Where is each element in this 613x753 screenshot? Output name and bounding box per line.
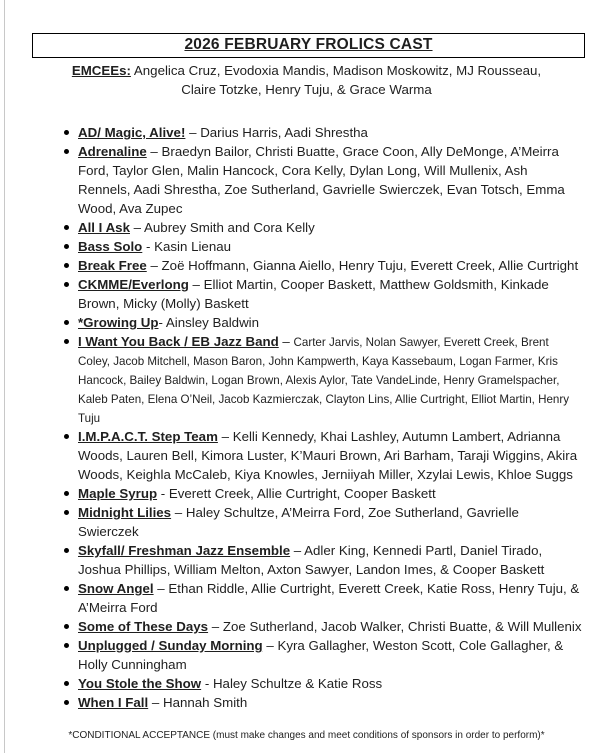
act-separator: – [153,581,169,596]
act-cast: Darius Harris, Aadi Shrestha [200,125,368,140]
act-cast: Haley Schultze, A’Meirra Ford, Zoe Sutherland, Gavrielle Swierczek [78,505,519,539]
act-title: All I Ask [78,220,130,235]
act-cast: Carter Jarvis, Nolan Sawyer, Everett Creek, Brent Coley, Jacob Mitchell, Mason Baron, John Kampwerth, Kaya Kassebaum, Logan Farmer, Kris Hancock, Bailey Baldwin, Logan Brown, Alexis Aylor, Tate VandeLinde, Henry Gramelspacher, Kaleb Paten, Elena O’Neil, Jacob Kazmierczak, Clayton Lins, Allie Curtright, Elliot Martin, Henry Tuju [78,336,570,425]
emcees-line-1 [0,61,613,80]
act-title: I.M.P.A.C.T. Step Team [78,429,218,444]
act-title: I Want You Back / EB Jazz Band [78,334,279,349]
act-cast: Braedyn Bailor, Christi Buatte, Grace Coon, Ally DeMonge, A’Meirra Ford, Taylor Glen, Malin Hancock, Cora Kelly, Dylan Long, Will Mullenix, Ash Rennels, Aadi Shrestha, Zoe Sutherland, Gavrielle Swierczek, Evan Totsch, Emma Wood, Ava Zupec [78,144,565,216]
act-cast: Hannah Smith [162,695,248,710]
cast-list-item [63,142,583,218]
cast-list-item [63,579,583,617]
cast-list-item [63,275,583,313]
act-title: Break Free [78,258,147,273]
act-separator: – [208,619,223,634]
act-separator: – [146,258,162,273]
act-separator: – [188,277,204,292]
act-cast: Haley Schultze & Katie Ross [212,676,383,691]
act-separator: – [185,125,201,140]
act-cast: Kasin Lienau [154,239,232,254]
cast-list-item [63,332,583,427]
act-title: CKMME/Everlong [78,277,189,292]
cast-list-item [63,503,583,541]
cast-list-item [63,237,583,256]
act-title: Bass Solo [78,239,143,254]
act-cast: Kelli Kennedy, Khai Lashley, Autumn Lambert, Adrianna Woods, Lauren Bell, Kimora Luster, K’Mauri Brown, Ari Barham, Taraji Wiggins, Akira Woods, Keighla McCaleb, Kiya Knowles, Jerniiyah Miller, Xzylai Lewis, Khloe Suggs [78,429,578,482]
footer-note: *CONDITIONAL ACCEPTANCE (must make changes and meet conditions of sponsors in order to perform)* [68,730,545,741]
act-separator: - [158,315,166,330]
act-separator: – [148,695,163,710]
act-cast: Zoe Sutherland, Jacob Walker, Christi Buatte, & Will Mullenix [222,619,582,634]
act-cast: Aubrey Smith and Cora Kelly [144,220,315,235]
act-cast: Zoë Hoffmann, Gianna Aiello, Henry Tuju, Everett Creek, Allie Curtright [161,258,579,273]
emcees-section [0,61,613,99]
act-separator: – [262,638,278,653]
cast-list [63,123,583,712]
act-cast: Adler King, Kennedi Partl, Daniel Tirado, Joshua Phillips, William Melton, Axton Sawyer, Landon Imes, & Cooper Baskett [78,543,545,577]
act-cast: Kyra Gallagher, Weston Scott, Cole Gallagher, & Holly Cunningham [78,638,564,672]
cast-list-item [63,636,583,674]
act-title: Unplugged / Sunday Morning [78,638,263,653]
page-edge-line [4,0,5,753]
act-separator: – [146,144,162,159]
cast-list-item [63,218,583,237]
page-title: 2026 FEBRUARY FROLICS CAST [184,36,433,53]
act-title: *Growing Up [78,315,159,330]
act-title: Skyfall/ Freshman Jazz Ensemble [78,543,291,558]
cast-list-item [63,693,583,712]
act-title: AD/ Magic, Alive! [78,125,186,140]
act-separator: – [217,429,233,444]
cast-list-item [63,256,583,275]
act-cast: Ethan Riddle, Allie Curtright, Everett Creek, Katie Ross, Henry Tuju, & A’Meirra Ford [78,581,580,615]
cast-list-item [63,484,583,503]
act-separator: – [278,334,294,349]
cast-list-item [63,313,583,332]
act-separator: - [157,486,169,501]
act-separator: – [129,220,145,235]
emcees-label: EMCEEs: [71,63,131,78]
act-title: You Stole the Show [78,676,202,691]
cast-list-item [63,427,583,484]
act-cast: Elliot Martin, Cooper Baskett, Matthew Goldsmith, Kinkade Brown, Micky (Molly) Baskett [78,277,549,311]
act-title: Some of These Days [78,619,209,634]
emcees-names-1: Angelica Cruz, Evodoxia Mandis, Madison Moskowitz, MJ Rousseau, [133,63,542,78]
title-box [32,33,585,58]
cast-list-item [63,674,583,693]
cast-list-item [63,617,583,636]
act-title: Midnight Lilies [78,505,172,520]
act-separator: - [142,239,155,254]
act-title: Adrenaline [78,144,147,159]
cast-list-item [63,123,583,142]
act-separator: – [171,505,186,520]
act-title: Snow Angel [78,581,154,596]
emcees-line-2: Claire Totzke, Henry Tuju, & Grace Warma [181,82,432,97]
act-title: When I Fall [78,695,149,710]
act-cast: Ainsley Baldwin [165,315,260,330]
act-separator: - [201,676,213,691]
act-cast: Everett Creek, Allie Curtright, Cooper Baskett [168,486,436,501]
cast-list-item [63,541,583,579]
act-title: Maple Syrup [78,486,158,501]
act-separator: – [290,543,305,558]
